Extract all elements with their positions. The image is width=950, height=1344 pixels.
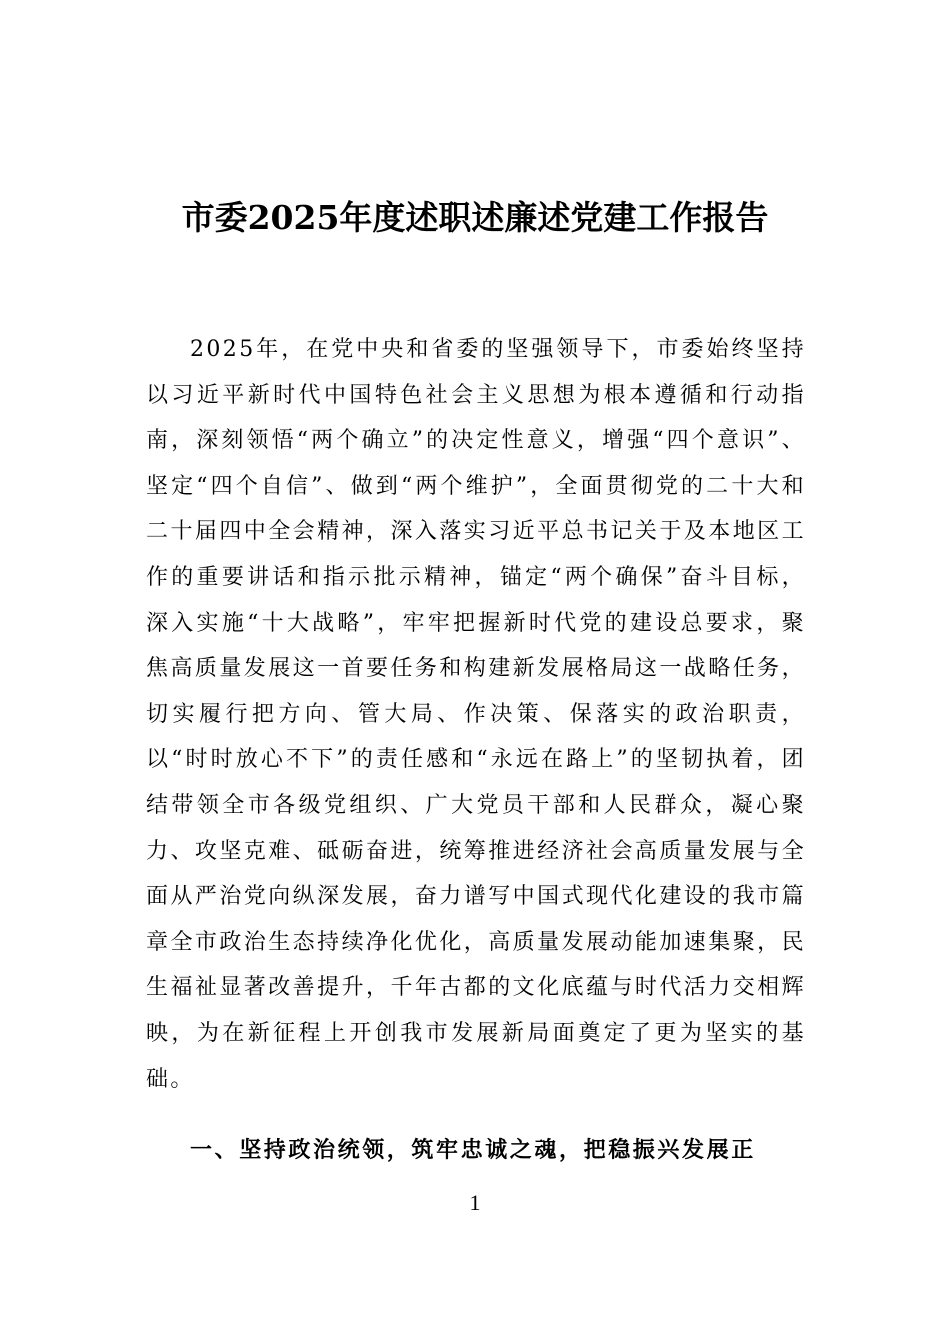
paragraph-intro: 2025年，在党中央和省委的坚强领导下，市委始终坚持以习近平新时代中国特色社会主义思想为根本遵循和行动指南，深刻领悟“两个确立”的决定性意义，增强“四个意识”、坚定“四个自信”、做到“两个维护”，全面贯彻党的二十大和二十届四中全会精神，深入落实习近平总书记关于及本地区工作的重要讲话和指示批示精神，锚定“两个确保”奋斗目标，深入实施“十大战略”，牢牢把握新时代党的建设总要求，聚焦高质量发展这一首要任务和构建新发展格局这一战略任务，切实履行把方向、管大局、作决策、保落实的政治职责，以“时时放心不下”的责任感和“永远在路上”的坚韧执着，团结带领全市各级党组织、广大党员干部和人民群众，凝心聚力、攻坚克难、砥砺奋进，统筹推进经济社会高质量发展与全面从严治党向纵深发展，奋力谱写中国式现代化建设的我市篇章全市政治生态持续净化优化，高质量发展动能加速集聚，民生福祉显著改善提升，千年古都的文化底蕴与时代活力交相辉映，为在新征程上开创我市发展新局面奠定了更为坚实的基础。 — [146, 337, 806, 1092]
page-number: 1 — [469, 1190, 481, 1215]
section-heading: 一、坚持政治统领，筑牢忠诚之魂，把稳振兴发展正 — [190, 1138, 756, 1163]
document-body — [146, 327, 806, 1102]
document-title: 市委2025年度述职述廉述党建工作报告 — [181, 198, 769, 237]
